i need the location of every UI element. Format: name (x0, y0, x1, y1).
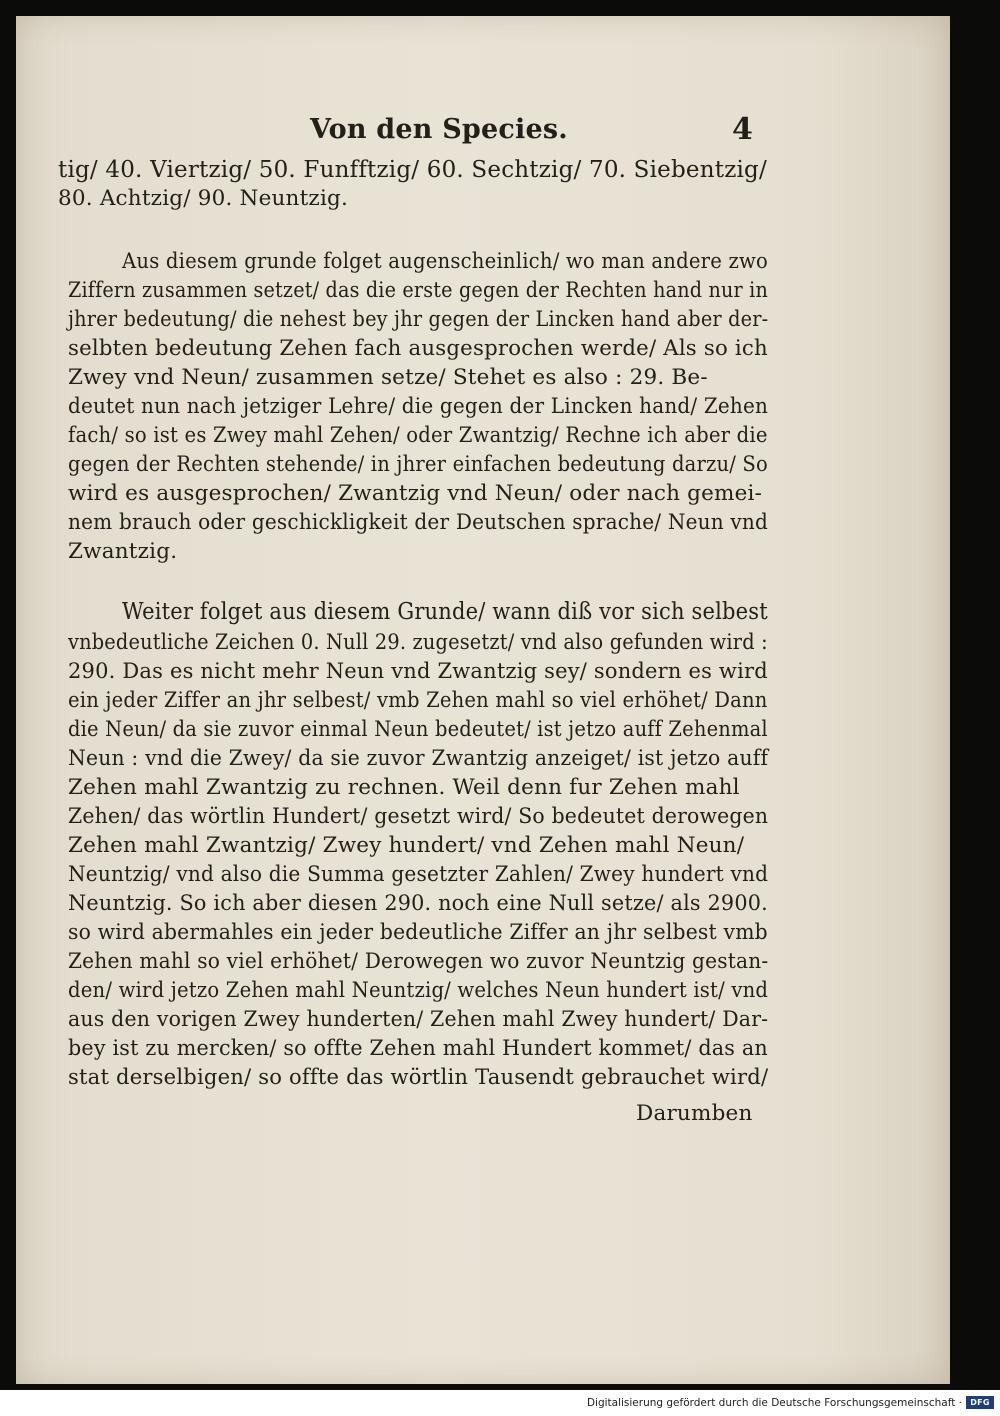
text-line: Aus diesem grunde folget augenscheinlich/ wo man andere zwo (122, 249, 768, 274)
text-line: Zehen mahl so viel erhöhet/ Derowegen wo zuvor Neuntzig gestan- (68, 949, 769, 974)
text-line: ein jeder Ziffer an jhr selbest/ vmb Zehen mahl so viel erhöhet/ Dann (68, 688, 768, 713)
text-line: tig/ 40. Viertzig/ 50. Funfftzig/ 60. Sechtzig/ 70. Siebentzig/ (58, 157, 767, 183)
text-line: 80. Achtzig/ 90. Neuntzig. (58, 186, 349, 211)
text-line: den/ wird jetzo Zehen mahl Neuntzig/ welches Neun hundert ist/ vnd (68, 978, 769, 1003)
text-line: so wird abermahles ein jeder bedeutliche Ziffer an jhr selbest vmb (68, 920, 768, 945)
text-line: nem brauch oder geschickligkeit der Deutschen sprache/ Neun vnd (68, 510, 769, 535)
text-line: die Neun/ da sie zuvor einmal Neun bedeutet/ ist jetzo auff Zehenmal (68, 717, 768, 742)
text-line: wird es ausgesprochen/ Zwantzig vnd Neun/ oder nach gemei- (68, 481, 763, 506)
text-line: Weiter folget aus diesem Grunde/ wann diß vor sich selbest (122, 599, 768, 625)
text-line: 290. Das es nicht mehr Neun vnd Zwantzig sey/ sondern es wird (68, 659, 768, 684)
text-line: jhrer bedeutung/ die nehest bey jhr gegen der Lincken hand aber der- (68, 307, 769, 332)
running-title: Von den Species. (310, 114, 568, 145)
text-line: Zwantzig. (68, 539, 178, 564)
text-line: selbten bedeutung Zehen fach ausgesprochen werde/ Als so ich (68, 336, 768, 361)
page-number: 4 (732, 112, 754, 147)
book-page (16, 16, 950, 1384)
funding-notice: Digitalisierung gefördert durch die Deutsche Forschungsgemeinschaft · (586, 1397, 962, 1409)
text-line: Zehen mahl Zwantzig zu rechnen. Weil denn fur Zehen mahl (68, 775, 740, 800)
text-line: Zehen mahl Zwantzig/ Zwey hundert/ vnd Zehen mahl Neun/ (68, 833, 745, 858)
footer-bar (0, 1390, 1000, 1416)
text-line: Neun : vnd die Zwey/ da sie zuvor Zwantzig anzeiget/ ist jetzo auff (68, 746, 769, 771)
text-line: Zwey vnd Neun/ zusammen setze/ Stehet es also : 29. Be- (68, 365, 708, 390)
text-line: gegen der Rechten stehende/ in jhrer einfachen bedeutung darzu/ So (68, 452, 768, 477)
text-line: deutet nun nach jetziger Lehre/ die gegen der Lincken hand/ Zehen (68, 394, 769, 419)
dfg-logo: DFG (966, 1396, 994, 1409)
catchword: Darumben (636, 1101, 753, 1126)
text-line: Neuntzig/ vnd also die Summa gesetzter Zahlen/ Zwey hundert vnd (68, 862, 769, 887)
text-line: aus den vorigen Zwey hunderten/ Zehen mahl Zwey hundert/ Dar- (68, 1007, 769, 1032)
text-line: vnbedeutliche Zeichen 0. Null 29. zugesetzt/ vnd also gefunden wird : (68, 630, 768, 655)
text-line: Zehen/ das wörtlin Hundert/ gesetzt wird/ So bedeutet derowegen (68, 804, 769, 829)
text-line: Ziffern zusammen setzet/ das die erste gegen der Rechten hand nur in (68, 278, 768, 303)
text-line: Neuntzig. So ich aber diesen 290. noch eine Null setze/ als 2900. (68, 891, 768, 916)
text-line: fach/ so ist es Zwey mahl Zehen/ oder Zwantzig/ Rechne ich aber die (68, 423, 768, 448)
text-line: bey ist zu mercken/ so offte Zehen mahl Hundert kommet/ das an (68, 1036, 768, 1061)
text-line: stat derselbigen/ so offte das wörtlin Tausendt gebrauchet wird/ (68, 1065, 769, 1090)
